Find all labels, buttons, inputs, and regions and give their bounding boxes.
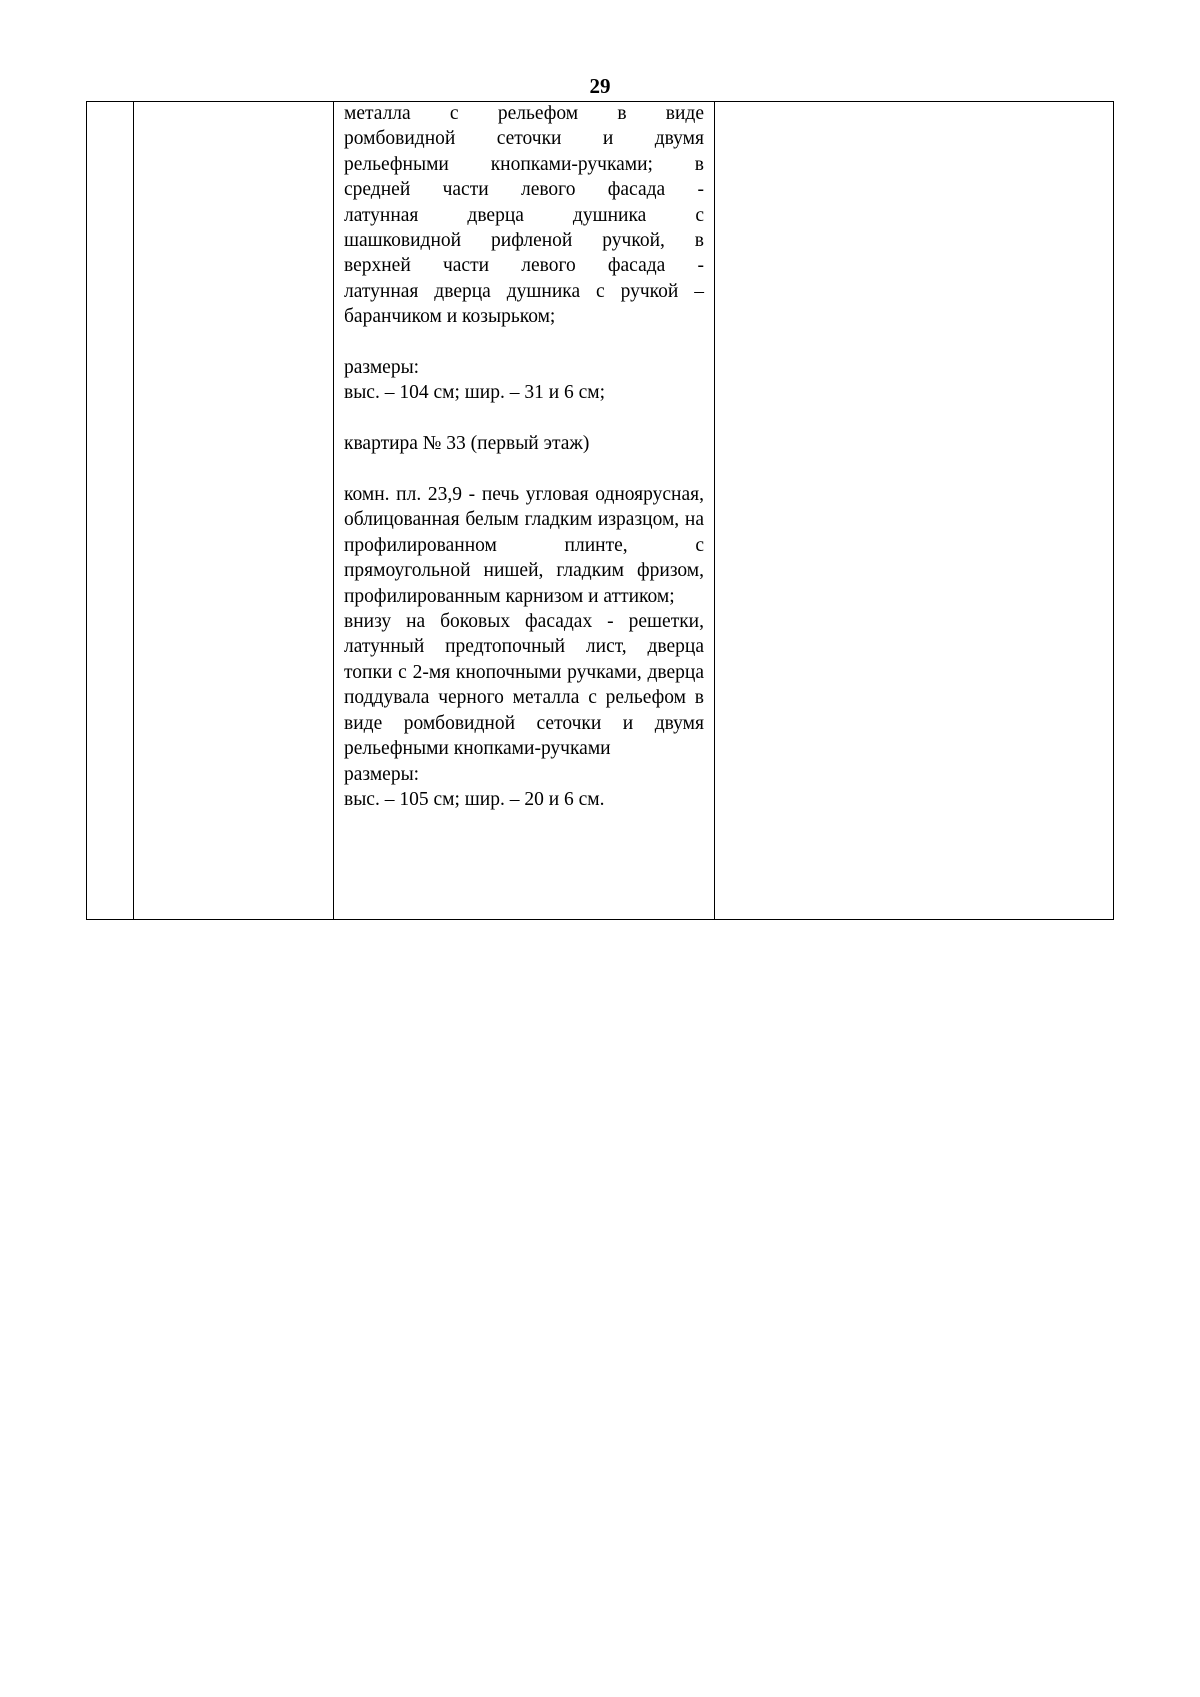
description-line: верхней части левого фасада - [344, 255, 704, 277]
sizes-label: размеры: [344, 357, 420, 379]
column-divider [714, 102, 715, 919]
description-line: латунная дверца душника с ручкой – [344, 280, 704, 302]
description-line: латунная дверца душника с [344, 204, 704, 226]
description-line: рельефными кнопками-ручками; в [344, 153, 704, 175]
page-number: 29 [589, 74, 611, 98]
room-description: комн. пл. 23,9 - печь угловая одноярусная, облицованная белым гладким изразцом, на профилированном плинте, с прямоугольной нишей, гладким фризом, профилированным карнизом и аттиком; [344, 484, 704, 607]
column-divider [333, 102, 334, 919]
sizes-label: размеры: [344, 763, 420, 785]
description-line: шашковидной рифленой ручкой, в [344, 230, 704, 252]
bottom-description: внизу на боковых фасадах - решетки, латунный предтопочный лист, дверца топки с 2-мя кнопочными ручками, дверца поддувала черного металла с рельефом в виде ромбовидной сеточки и двумя рельефными кнопками-ручками [344, 611, 704, 760]
description-line: средней части левого фасада - [344, 179, 704, 201]
column-divider [133, 102, 134, 919]
sizes-value: выс. – 105 см; шир. – 20 и 6 см. [344, 788, 605, 810]
sizes-value: выс. – 104 см; шир. – 31 и 6 см; [344, 382, 606, 404]
description-line: ромбовидной сеточки и двумя [344, 128, 704, 150]
description-line: металла с рельефом в виде [344, 103, 704, 124]
description-cell [344, 101, 704, 812]
description-line: баранчиком и козырьком; [344, 306, 556, 328]
apartment-heading: квартира № 33 (первый этаж) [344, 433, 590, 455]
